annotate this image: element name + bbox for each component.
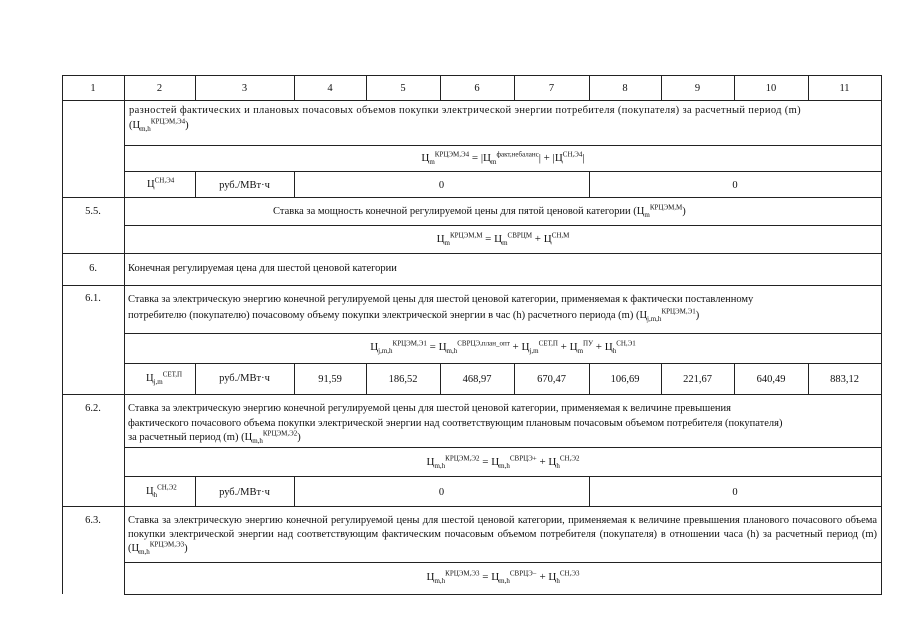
section-number-6-2: 6.2. xyxy=(85,403,101,414)
section-6-3-text: Ставка за электрическую энергию конечной регулируемой цены для шестой ценовой категории, применяемая к величине превышения планового почасового объема покупки электрической энергии над соответствующим фактическим почасовым объемом потребителя (покупателя) в отношении часа (h) за расчетный период (m) $(Ц_{m,h}^{КРЦЭМ,Э3})$ xyxy=(128,515,877,557)
header-col-6: 6 xyxy=(474,83,480,94)
header-col-3: 3 xyxy=(241,83,248,94)
unit-label: руб./МВт·ч xyxy=(219,487,270,498)
value-cell: 91,59 xyxy=(318,374,342,385)
value-cell: 0 xyxy=(438,180,445,191)
section-6-2-line-2: фактического почасового объема покупки электрической энергии над соответствующим плановым почасовым объемом потребителя (покупателя) xyxy=(128,418,783,429)
section-number-6-1: 6.1. xyxy=(85,293,101,304)
value-cell: 221,67 xyxy=(683,374,712,385)
header-col-7: 7 xyxy=(548,83,555,94)
row-symbol-sn-e2: $Ц_h^{СН,Э2}$ xyxy=(146,483,177,500)
header-col-5: 5 xyxy=(400,83,406,94)
value-cell: 883,12 xyxy=(830,374,859,385)
section-6-2-line-3: за расчетный период (m) $(Ц_{m,h}^{КРЦЭМ,Э2})$ xyxy=(128,429,301,446)
header-col-9: 9 xyxy=(694,83,701,94)
value-cell: 106,69 xyxy=(610,374,640,385)
formula-6-3: $Ц_{m,h}^{КРЦЭМ,Э3} = Ц_{m,h}^{СВРЦЭ-} + Ц_h^{СН,Э3}$ xyxy=(426,569,580,586)
value-cell: 0 xyxy=(732,180,738,191)
section-5-5-title: Ставка за мощность конечной регулируемой цены для пятой ценовой категории $(Ц_m^{КРЦЭМ,М})$ xyxy=(273,203,686,220)
formula-6-2: $Ц_{m,h}^{КРЦЭМ,Э2} = Ц_{m,h}^{СВРЦЭ+} + Ц_h^{СН,Э2}$ xyxy=(426,454,580,471)
header-col-11: 11 xyxy=(839,83,850,94)
section-6-1-line-1: Ставка за электрическую энергию конечной регулируемой цены для шестой ценовой категории, применяемая к фактически поставленному xyxy=(128,294,754,305)
value-cell: 0 xyxy=(438,487,445,498)
section-number-5-5: 5.5. xyxy=(85,206,101,217)
section-6-1-line-2: потребителю (покупателю) почасовому объему покупки электрической энергии в час (h) расчетного периода (m) $(Ц_{j,m,h}^{КРЦЭМ,Э1})$ xyxy=(128,307,700,324)
formula-5-4: $Ц_m^{КРЦЭМ,Э4} = |Ц_m^{факт,небаланс}| + |Ц^{СН,Э4}|$ xyxy=(421,150,585,167)
row-symbol-sn-e4: $Ц^{СН,Э4}$ xyxy=(147,176,175,190)
section-number-6-3: 6.3. xyxy=(85,515,101,526)
unit-label: руб./МВт·ч xyxy=(219,373,270,384)
value-cell: 468,97 xyxy=(462,374,492,385)
header-col-1: 1 xyxy=(90,83,96,94)
header-col-8: 8 xyxy=(622,83,628,94)
value-cell: 640,49 xyxy=(756,374,786,385)
row-symbol-set-p: $Ц_{j,m}^{СЕТ,П}$ xyxy=(146,370,183,387)
section-6-title: Конечная регулируемая цена для шестой ценовой категории xyxy=(128,263,397,274)
header-col-2: 2 xyxy=(156,83,163,94)
header-col-4: 4 xyxy=(327,83,333,94)
header-col-10: 10 xyxy=(765,83,777,94)
value-cell: 670,47 xyxy=(537,374,566,385)
value-cell: 186,52 xyxy=(388,374,418,385)
section-6-2-line-1: Ставка за электрическую энергию конечной регулируемой цены для шестой ценовой категории, применяемая к величине превышения xyxy=(128,403,731,414)
formula-6-1: $Ц_{j,m,h}^{КРЦЭМ,Э1} = Ц_{m,h}^{СВРЦЭ,план\_опт} + Ц_{j,m}^{СЕТ,П} + Ц_m^{ПУ} + Ц_h^{СН,Э1}$ xyxy=(370,339,636,356)
unit-label: руб./МВт·ч xyxy=(219,180,270,191)
section-5-4-text: разностей фактических и плановых почасовых объемов покупки электрической энергии потребителя (покупателя) за расчетный период (m) xyxy=(129,105,802,116)
formula-5-5: $Ц_m^{КРЦЭМ,М} = Ц_m^{СВРЦМ} + Ц^{СН,М}$ xyxy=(436,231,570,248)
value-cell: 0 xyxy=(732,487,738,498)
section-5-4-symbol: $(Ц_{m,h}^{КРЦЭМ,Э4})$ xyxy=(129,117,189,134)
section-number-6: 6. xyxy=(89,263,97,274)
